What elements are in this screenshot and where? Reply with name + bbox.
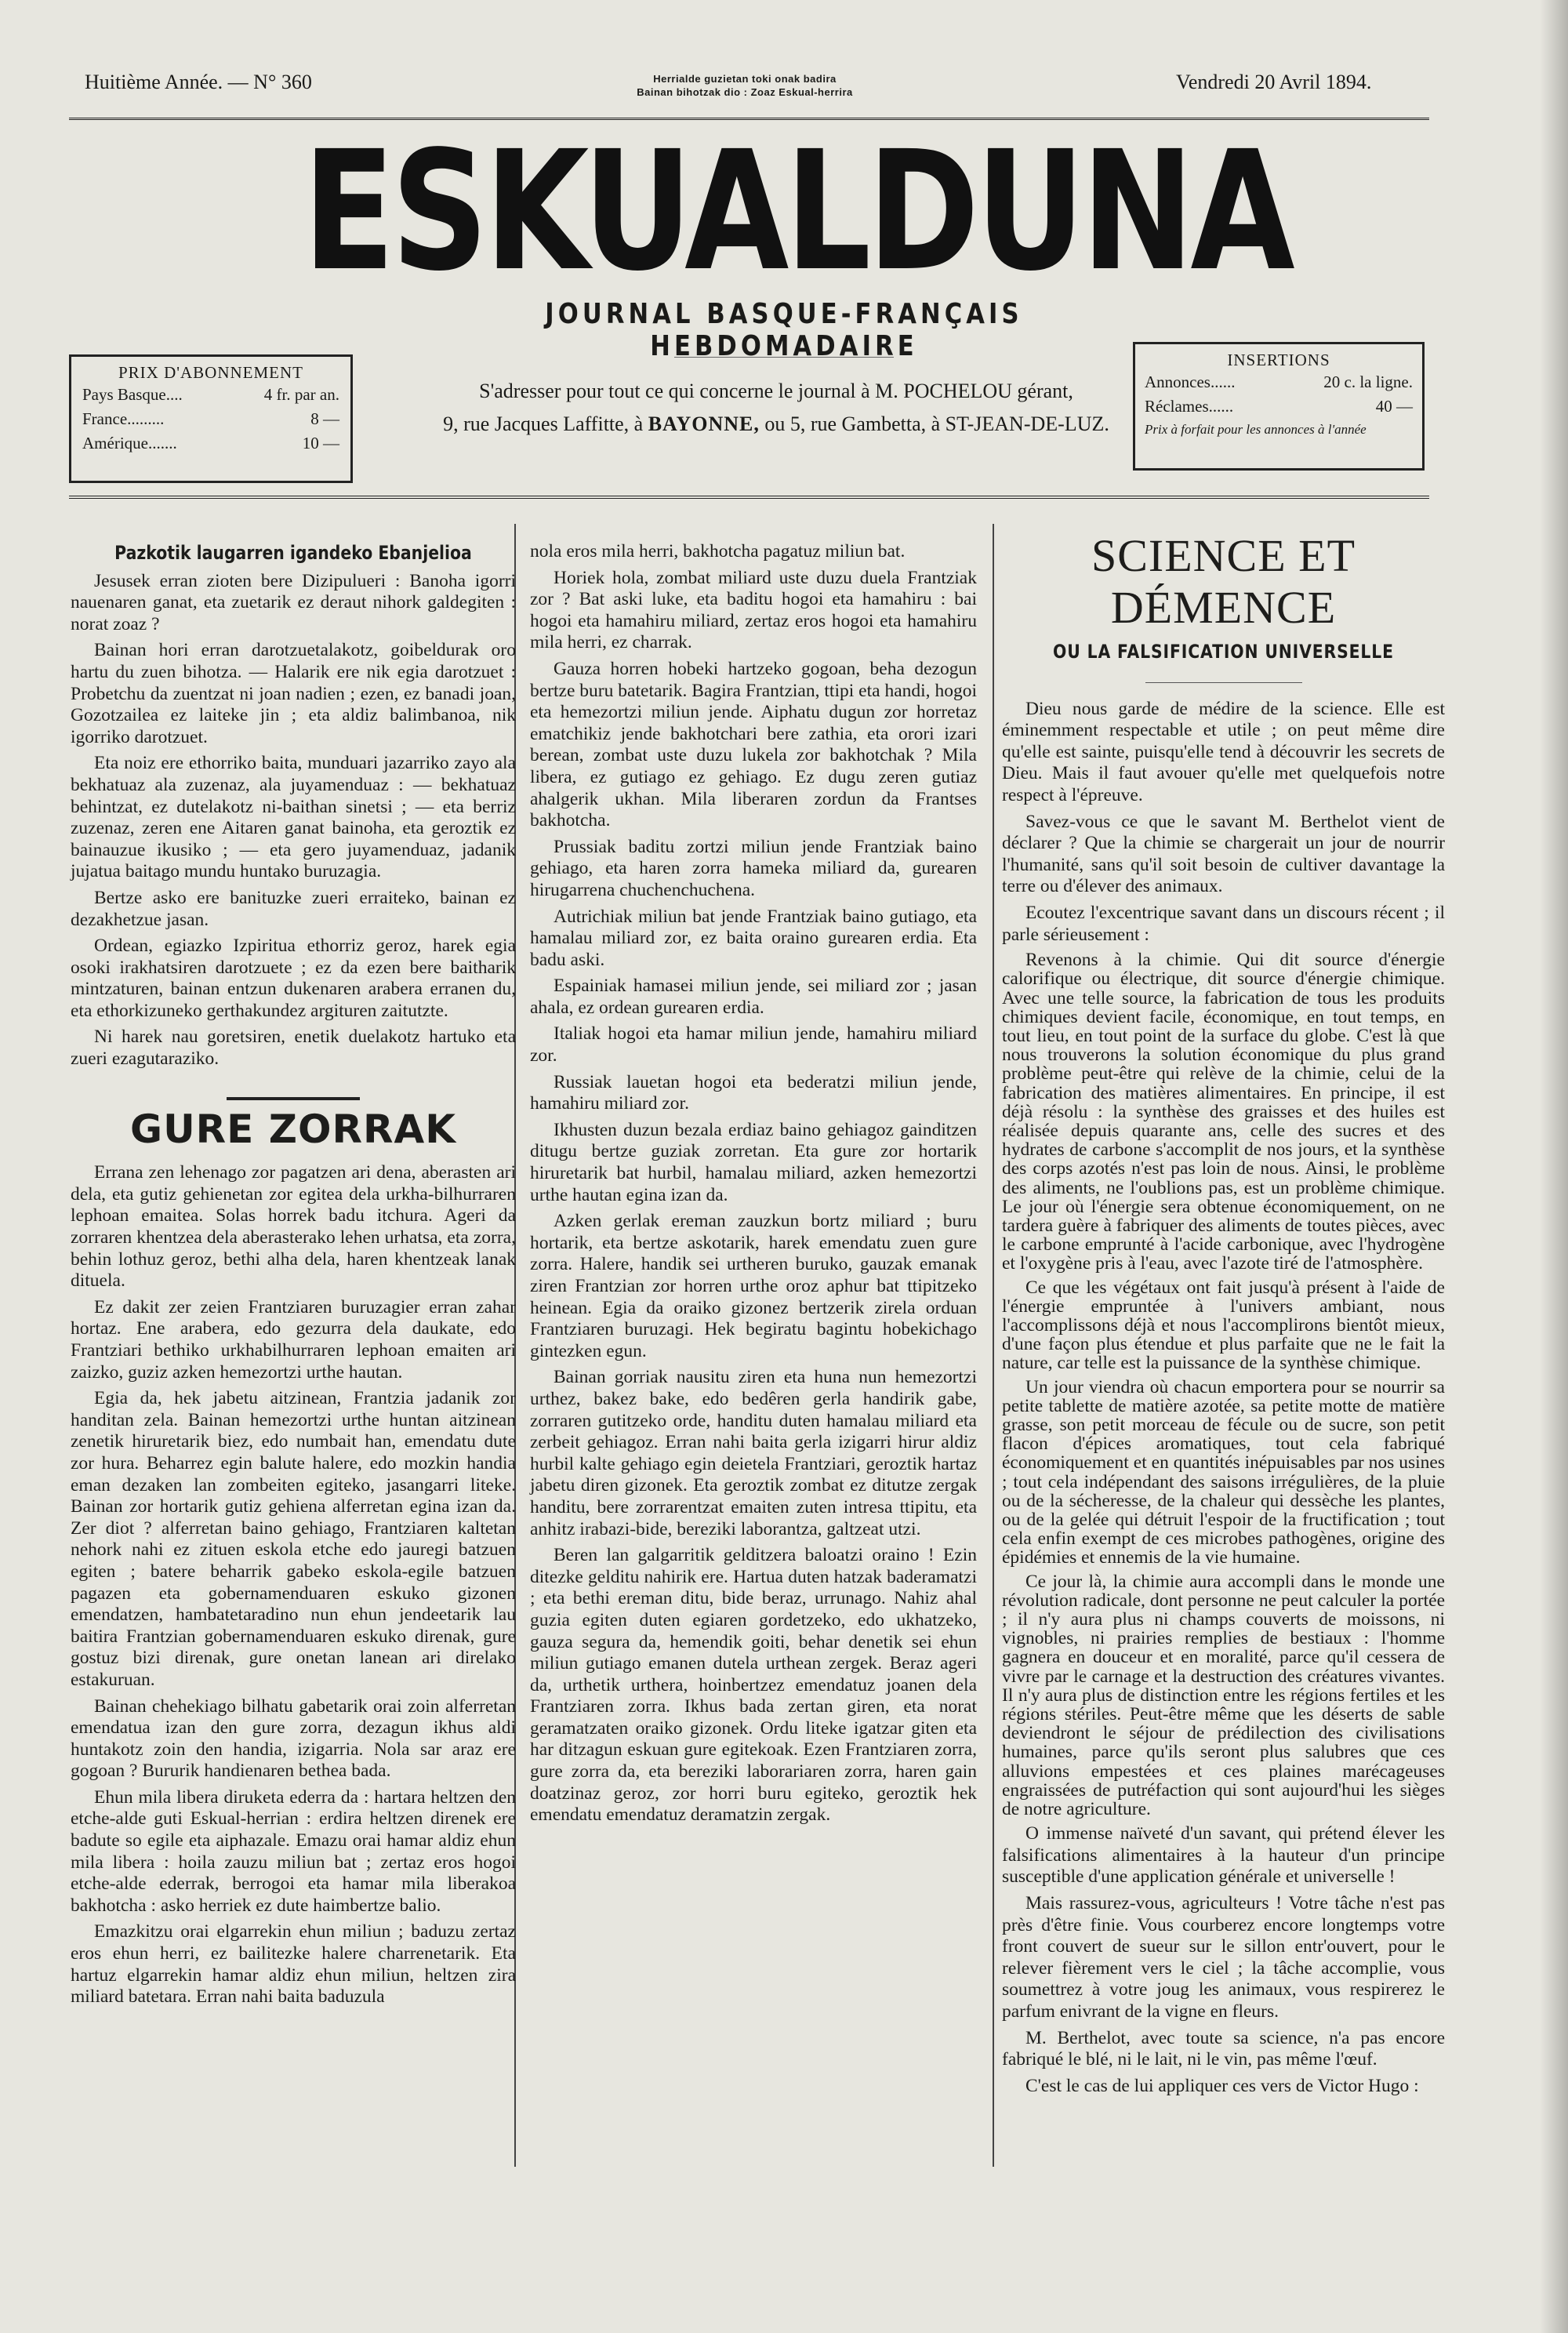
page-edge-shadow [1540,0,1568,2333]
motto-line-1: Herrialde guzietan toki onak badira [653,73,837,85]
address-line-2: 9, rue Jacques Laffitte, à BAYONNE, ou 5, rue Gambetta, à ST-JEAN-DE-LUZ. [443,412,1109,435]
paragraph: Bainan hori erran darotzuetalakotz, goibeldurak oro hartu du zuen bihotza. — Halarik ere nik egia darotzuet : Probetchu da zuentzat ni joan nadien ; ezen, ez banadi joan, Gozotzailea ez laiteke jin ; eta aldiz balimbanoa, nik igorriko darotzuet. [71,640,516,747]
quote-paragraph: Ce que les végétaux ont fait jusqu'à présent à l'aide de l'énergie empruntée à l'univers ambiant, nous l'accomplissons déjà et nous l'accomplirons bientôt mieux, d'une façon plus étendue et plus parfaite que ne le fait la nature, car telle est la puissance de la synthèse chimique. [1002,1277,1445,1374]
header-bottom-rule [69,496,1429,499]
masthead-motto [549,72,941,99]
paragraph: Ez dakit zer zeien Frantziaren buruzagier erran zahar hortaz. Ene arabera, edo gezurra dela daukate, edo Frantziari bethiko urkhabilhurraren lephoan emaiten ari zaizko, guziz azken hemezortzi urthe hautan. [71,1296,516,1383]
motto-line-2: Bainan bihotzak dio : Zoaz Eskual-herrira [637,86,853,98]
insertions-row: Réclames...... 40 — [1145,397,1413,416]
paragraph: Errana zen lehenago zor pagatzen ari dena, aberasten ari dela, eta gutiz gehienetan zor egitea dela urkha-bilhurraren lephoan emaitea. Solas horrek badu itchura. Ageri da zorraren khentzea dela aberasterako lehen urhatsa, eta zorra, behin lothuz geroz, bethi alha dela, haren khentzeak lanak dituela. [71,1162,516,1292]
issue-date: Vendredi 20 Avril 1894. [1176,71,1372,93]
quote-paragraph: Revenons à la chimie. Qui dit source d'énergie calorifique ou électrique, dit source d'énergie chimique. Avec une telle source, la fabrication de tous les produits chimiques devient facile, économique, en tout temps, en tout lieu, en tout point de la surface du globe. C'est là que nous trouverons la solution économique du plus grand problème peut-être qui relève de la chimie, celui de la fabrication des matières alimentaires. En principe, il est déjà résolu : la synthèse des graisses et des huiles est réalisée depuis quarante ans, celle des sucres et des hydrates de carbone s'accomplit de nos jours, et la synthèse des corps azotés n'est pas loin de nous. Ainsi, le problème des aliments, ne l'oublions pas, est un problème chimique. Le jour où l'énergie sera obtenue économiquement, on ne tardera guère à fabriquer des aliments de toutes pièces, avec le carbone emprunté à l'acide carbonique, avec l'hydrogène et l'oxygène pris à l'eau, avec l'azote tiré de l'atmosphère. [1002,950,1445,1274]
article-title: GURE ZORRAK [130,1106,456,1152]
quoted-speech [1002,950,1445,1819]
paragraph: Azken gerlak ereman zauzkun bortz miliard ; buru hortarik, eta bertze askotarik, harek emendatu zuen gure zorra. Halere, handik sei urtheren buruko, gauzak emanak ziren Frantzian zor horren urthe oroz aphur bat ttipitzeko heinean. Egia da oraiko gizonez bertzerik zirela orduan Frantziaren buruzagi. Hek begiratu bagintu hobekichago gintezken egun. [530,1211,977,1361]
paragraph: Ni harek nau goretsiren, enetik duelakotz hartuko eta zueri ezagutaraziko. [71,1027,516,1070]
insertions-note: Prix à forfait pour les annonces à l'année [1145,422,1367,437]
column-1 [71,524,516,2013]
editorial-address [384,375,1168,441]
paragraph: Ecoutez l'excentrique savant dans un discours récent ; il parle sérieusement : [1002,902,1445,945]
issue-number: Huitième Année. — N° 360 [85,71,312,93]
paragraph: Ikhusten duzun bezala erdiaz baino gehiagoz gainditzen ditugu bertze guziak zorretan. Eta gure zor hortarik hiruretarik bat hurbil, hamalau miliard, azken hemezortzi urthe hautan egina izan da. [530,1119,977,1205]
paragraph: Dieu nous garde de médire de la science. Elle est éminemment respectable et utile ; on peut même dire qu'elle est sainte, puisqu'elle tend à découvrir les secrets de Dieu. Mais il faut avouer qu'elle met quelquefois notre respect à l'épreuve. [1002,698,1445,805]
paragraph: Mais rassurez-vous, agriculteurs ! Votre tâche n'est pas près d'être finie. Vous courberez encore longtemps votre front couvert de sueur sur le sillon entr'ouvert, pour le relever fièrement vers le ciel ; la tâche accomplie, vous soumettrez à votre joug les animaux, vous respirerez le parfum enivrant de la vigne en fleurs. [1002,1893,1445,2022]
paragraph: Bainan chehekiago bilhatu gabetarik orai zoin alferretan emendatua izan den gure zorra, dezagun ikhus aldi huntakotz zoin den handia, izigarria. Nola sar araz ere gogoan ? Bururik handienaren bethea bada. [71,1695,516,1782]
newspaper-title: ESKUALDUNA [303,115,1291,307]
column-divider [993,524,994,2167]
insertions-row: Annonces...... 20 c. la ligne. [1145,372,1413,391]
paragraph: Espainiak hamasei miliun jende, sei miliard zor ; jasan ahala, ez ordean gurearen erdia. [530,976,977,1018]
paragraph: Savez-vous ce que le savant M. Berthelot vient de déclarer ? Que la chimie se chargerait un jour de nourrir l'humanité, sans qu'il soit besoin de cultiver davantage la terre ou d'élever des animaux. [1002,811,1445,897]
ornament-rule [674,357,894,358]
paragraph: Eta noiz ere ethorriko baita, munduari jazarriko zayo ala bekhatuaz ala zuzenaz, ala juyamenduaz : — bekhatuaz behintzat, ez dutelakotz ni-baithan sinetsi ; — eta berriz zuzenaz, zeren ene Aitaren ganat bainoha, eta geroztik ez bainauzue ikusiko ; — eta gero juyamenduaz, jadanik jujatua baitago mundu huntako buruzagia. [71,753,516,882]
insertions-title: INSERTIONS [1227,351,1330,369]
paragraph: Jesusek erran zioten bere Dizipulueri : Banoha igorri nauenaren ganat, eta zuetarik ez deraut nihork galdegiten : norat zoaz ? [71,570,516,634]
paragraph: nola eros mila herri, bakhotcha pagatuz miliun bat. [530,541,906,561]
paragraph: Prussiak baditu zortzi miliun jende Frantziak baino gehiago, eta haren zorra hameka miliard da, gurearen hirugarrena chuchenchuchena. [530,836,977,900]
article-title: SCIENCE ET DÉMENCE [1091,530,1356,633]
paragraph: Bertze asko ere banituzke zueri erraiteko, bainan ez dezakhetzue jasan. [71,887,516,930]
insertions-box [1133,342,1425,471]
title-rule [1145,682,1302,683]
paragraph: Ordean, egiazko Izpiritua ethorriz geroz, harek egia osoki irakhatsiren darotzuete ; ez da ezen bere baitharik mintzaturen, bainan entzun dukenaren arabera erranen du, eta ethorkizuneko gerthakundez argituren zaitutzte. [71,936,516,1021]
paragraph: C'est le cas de lui appliquer ces vers de Victor Hugo : [1025,2075,1419,2096]
paragraph: O immense naïveté d'un savant, qui prétend élever les falsifications alimentaires à la hauteur d'un principe susceptible d'une application générale et universelle ! [1002,1823,1445,1888]
subscription-row: Pays Basque.... 4 fr. par an. [82,385,339,404]
paragraph: Autrichiak miliun bat jende Frantziak baino gutiago, eta hamalau miliard zor, ez baita oraino gurearen erdia. Eta badu aski. [530,906,977,970]
column-3 [1002,524,1445,2102]
quote-paragraph: Un jour viendra où chacun emportera pour se nourrir sa petite tablette de matière azotée, sa petite motte de matière grasse, son petit morceau de fécule ou de sucre, son petit flacon d'épices aromatiques, tout cela fabriqué économiquement et en quantités inépuisables par nos usines ; tout cela indépendant des saisons irrégulières, de la pluie ou de la sécheresse, de la chaleur qui dessèche les plantes, ou de la gelée qui détruit l'espoir de la fructification ; tout cela enfin exempt de ces microbes pathogènes, origine des épidémies et ennemis de la vie humaine. [1002,1376,1445,1568]
article-subtitle: OU LA FALSIFICATION UNIVERSELLE [1053,641,1394,663]
paragraph: Italiak hogoi eta hamar miliun jende, hamahiru miliard zor. [530,1023,977,1067]
quote-paragraph: Ce jour là, la chimie aura accompli dans le monde une révolution radicale, dont personne ne peut calculer la portée ; il n'y aura plus ni champs couverts de moissons, ni vignobles, ni prairies remplies de bestiaux : l'homme gagnera en douceur et en moralité, parce qu'il cessera de vivre par le carnage et la destruction des créatures vivantes. Il n'y aura plus de distinction entre les régions fertiles et les régions stériles. Peut-être même que les déserts de sable deviendront le séjour de prédilection des civilisations humaines, parce qu'ils seront plus salubres que ces alluvions empestées et ces plaines marécageuses engraissées de putréfaction qui sont aujourd'hui les sièges de notre agriculture. [1002,1571,1445,1820]
paragraph: Gauza horren hobeki hartzeko gogoan, beha dezogun bertze buru batetarik. Bagira Frantzian, ttipi eta handi, hogoi eta hemezortzi miliun jende. Aiphatu dugun zor horretaz ematchikiz jende bakhotchari bere zathia, eta orori izari berean, zombat uste duzu lukela zor bakhotchak ? Mila libera, ez gutiago ez gehiago. Ez dugu zeren gutiaz ahalgerik ukhan. Mila liberaren zordun da Frantses bakhotcha. [530,658,977,831]
paragraph: M. Berthelot, avec toute sa science, n'a pas encore fabriqué le blé, ni le lait, ni le vin, pas même l'œuf. [1002,2027,1445,2070]
section-divider [227,1097,360,1100]
newspaper-subtitle: JOURNAL BASQUE-FRANÇAIS HEBDOMADAIRE [545,298,1023,362]
paragraph: Emazkitzu orai elgarrekin ehun miliun ; baduzu zertaz eros ehun herri, ez bailitezke halere charrenetarik. Eta hartuz elgarrekin hamar aldiz ehun miliun, heltzen zira miliard batetara. Erran nahi baita baduzula [71,1921,516,2008]
paragraph: Horiek hola, zombat miliard uste duzu duela Frantziak zor ? Bat aski luke, eta baditu hogoi eta hamahiru : bai hogoi eta hamahiru miliard, zertaz eros hogoi eta hamahiru mila herri, ez charrak. [530,567,977,653]
paragraph: Beren lan galgarritik gelditzera baloatzi oraino ! Ezin ditezke gelditu nahirik ere. Hartua duten hatzak baderamatzi ; eta bethi ereman ditu, bide beraz, urrunago. Nahiz ahal guzia egiten duten egiaren gordetzeko, edo ukhatzeko, gauza segura da, hemendik goiti, behar denetik sei ehun miliun gutiago emanen dutela urthean zergek. Beraz ageri da, urthetik urthera, hoinbertzez emendatuz joanen dela Frantziaren zorra. Ikhus bada zertan giren, eta norat geramatzaten oraiko gizonek. Ordu liteke igatzar giten eta har ditzagun eskuan gure egitekoak. Ezen Frantziaren zorra, gure zorra da, eta bereziki laborariaren zorra, haren gain doatzinaz geroz, zor horri buru egiteko, geroztik hek emendatu emendatuz deramatzin zergak. [530,1545,977,1826]
address-line-1: S'adresser pour tout ce qui concerne le journal à M. POCHELOU gérant, [479,380,1073,402]
paragraph: Ehun mila libera diruketa ederra da : hartara heltzen den etche-alde guti Eskual-herrian : erdira heltzen direnek ere badute so egile eta aiphazale. Emazu orai hamar aldiz ehun mila libera : hoila zauzu miliun bat ; zertaz eros hogoi etche-alde ederrak, berrogoi eta hamar mila liberakoa bakhotcha : asko herriek ez dute haimbertze balio. [71,1786,516,1916]
subscription-title: PRIX D'ABONNEMENT [118,363,304,382]
address-city: BAYONNE, [648,412,760,435]
paragraph: Russiak lauetan hogoi eta bederatzi miliun jende, hamahiru miliard zor. [530,1071,977,1114]
paragraph: Bainan gorriak nausitu ziren eta huna nun hemezortzi urthez, bakez bake, edo bedêren gerla handirik gabe, zorraren gutitzeko orde, handitu duten hamalau miliard eta zerbeit gehiagoz. Erran nahi baita gerla izigarri hirur aldiz hurbil kalte gehiago egin deietela Frantziari, geroztik hartaz jabetu diren gizonek. Eta geroztik zombat ez ditutze zergak handitu, bere zorrarentzat emaiten zuten intresa ttipitu, eta anhitz irabazi-bide, bereziki laborantza, galtzeat utzi. [530,1367,977,1539]
subscription-row: France......... 8 — [82,409,339,428]
subscription-row: Amérique....... 10 — [82,434,339,452]
column-2 [516,524,991,1831]
paragraph: Egia da, hek jabetu aitzinean, Frantzia jadanik zor handitan zela. Bainan hemezortzi urthe huntan aitzinean zenetik hiruretarik biez, edo numbait han, emendatu dute zor hura. Beharrez egin balute halere, edo mozkin handia eman dezaken lan zombeiten egiteko, jasangarri liteke. Bainan zor hortarik gutiz gehiena alferretan egina izan da. Zer diot ? alferretan baino gehiago, Frantziaren kaltetan nehork nahi ez zituen eskola etche edo jauregi batzuen egiten ; batere beharrik gabeko eskola-egile batzuen pagazen eta gobernamenduaren eskuko gizonen emendatzen, hambatetaradino nun ehun jendeetarik lau baitira Frantzian gobernamenduaren eskuko direnak, gure gostuz bizi direnak, gure onetan lanean ari direlako estakuruan. [71,1388,516,1690]
subscription-box [69,354,353,483]
gospel-title: Pazkotik laugarren igandeko Ebanjelioa [114,542,472,564]
